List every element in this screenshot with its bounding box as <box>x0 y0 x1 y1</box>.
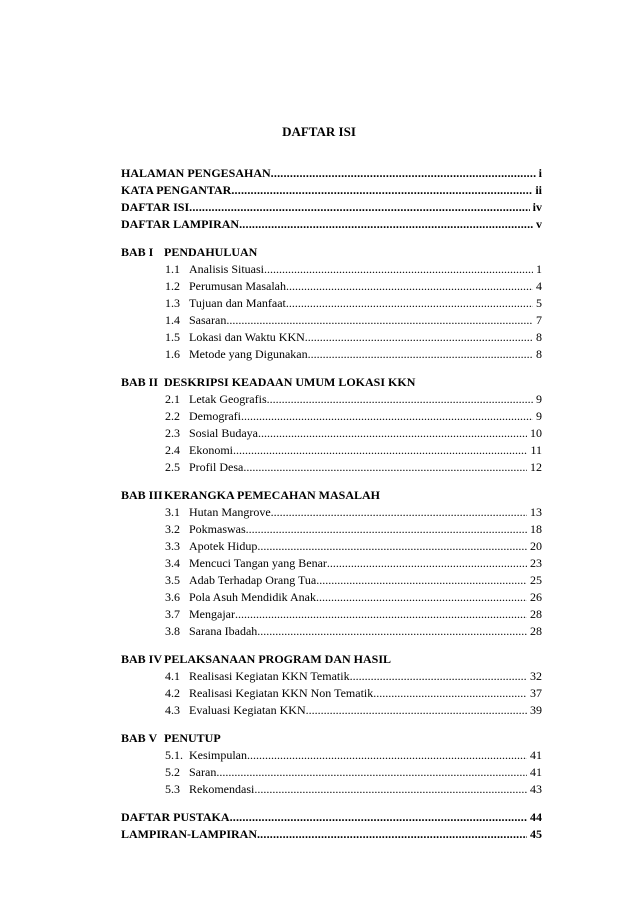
toc-sub-entry <box>165 538 542 554</box>
dot-leader <box>267 391 533 407</box>
chapter-title: KERANGKA PEMECAHAN MASALAH <box>164 488 381 502</box>
toc-entry-label: Kesimpulan <box>189 748 247 762</box>
toc-sub-entry <box>165 391 542 407</box>
toc-entry-page: 12 <box>530 460 542 474</box>
toc-entry-page: 26 <box>530 590 542 604</box>
toc-entry-label: Pola Asuh Mendidik Anak <box>189 590 317 604</box>
toc-sub-entry <box>165 329 542 345</box>
chapter-heading <box>121 244 257 260</box>
toc-entry-label: Apotek Hidup <box>189 539 258 553</box>
section-number: 1.1 <box>165 262 180 276</box>
toc-entry-page: 39 <box>530 703 542 717</box>
section-number: 5.1. <box>165 748 183 762</box>
toc-entry-label: Pokmaswas <box>189 522 246 536</box>
chapter-code: BAB I <box>121 245 154 259</box>
section-number: 5.3 <box>165 782 180 796</box>
toc-sub-entry <box>165 442 542 458</box>
section-number: 4.3 <box>165 703 180 717</box>
chapter-title: PENUTUP <box>164 731 221 745</box>
toc-front-entry <box>121 165 542 181</box>
toc-entry-label: Demografi <box>189 409 241 423</box>
toc-entry-label: Hutan Mangrove <box>189 505 271 519</box>
dot-leader <box>257 826 527 842</box>
section-number: 2.2 <box>165 409 180 423</box>
toc-entry-page: i <box>538 166 542 180</box>
dot-leader <box>286 278 533 294</box>
toc-sub-entry <box>165 572 542 588</box>
section-number: 2.4 <box>165 443 180 457</box>
section-number: 3.8 <box>165 624 180 638</box>
section-number: 1.6 <box>165 347 180 361</box>
toc-entry-label: HALAMAN PENGESAHAN <box>121 166 271 180</box>
section-number: 2.5 <box>165 460 180 474</box>
toc-entry-page: 8 <box>536 347 542 361</box>
dot-leader <box>306 702 527 718</box>
toc-entry-label: Mencuci Tangan yang Benar <box>189 556 327 570</box>
section-number: 1.5 <box>165 330 180 344</box>
dot-leader <box>216 764 527 780</box>
toc-entry-page: ii <box>535 183 542 197</box>
toc-sub-entry <box>165 312 542 328</box>
section-number: 5.2 <box>165 765 180 779</box>
toc-entry-label: Realisasi Kegiatan KKN Tematik <box>189 669 350 683</box>
dot-leader <box>226 312 533 328</box>
toc-sub-entry <box>165 504 542 520</box>
section-number: 1.3 <box>165 296 180 310</box>
dot-leader <box>316 589 527 605</box>
toc-entry-page: 4 <box>536 279 542 293</box>
toc-entry-page: 37 <box>530 686 542 700</box>
toc-entry-page: 9 <box>536 392 542 406</box>
toc-sub-entry <box>165 702 542 718</box>
toc-sub-entry <box>165 295 542 311</box>
dot-leader <box>308 346 533 362</box>
toc-sub-entry <box>165 346 542 362</box>
toc-entry-label: Sasaran <box>189 313 227 327</box>
toc-entry-label: Adab Terhadap Orang Tua <box>189 573 317 587</box>
toc-entry-page: 1 <box>536 262 542 276</box>
toc-sub-entry <box>165 747 542 763</box>
dot-leader <box>286 295 533 311</box>
chapter-heading <box>121 487 380 503</box>
toc-entry-page: 44 <box>530 810 542 824</box>
section-number: 3.1 <box>165 505 180 519</box>
chapter-code: BAB IV <box>121 652 163 666</box>
toc-entry-page: 11 <box>530 443 542 457</box>
dot-leader <box>350 668 527 684</box>
toc-front-entry <box>121 182 542 198</box>
toc-entry-label: Sosial Budaya <box>189 426 258 440</box>
chapter-code: BAB II <box>121 375 159 389</box>
dot-leader <box>258 425 527 441</box>
section-number: 2.1 <box>165 392 180 406</box>
dot-leader <box>305 329 533 345</box>
toc-entry-label: Ekonomi <box>189 443 233 457</box>
toc-front-entry <box>121 216 542 232</box>
section-number: 3.2 <box>165 522 180 536</box>
dot-leader <box>254 781 527 797</box>
dot-leader <box>241 408 533 424</box>
toc-entry-label: LAMPIRAN-LAMPIRAN <box>121 827 257 841</box>
toc-entry-label: Evaluasi Kegiatan KKN <box>189 703 306 717</box>
dot-leader <box>189 199 530 215</box>
chapter-code: BAB III <box>121 488 163 502</box>
page-title: DAFTAR ISI <box>282 124 356 139</box>
toc-back-entry <box>121 809 542 825</box>
chapter-heading <box>121 730 221 746</box>
toc-entry-label: Realisasi Kegiatan KKN Non Tematik <box>189 686 374 700</box>
section-number: 3.3 <box>165 539 180 553</box>
chapter-title: PELAKSANAAN PROGRAM DAN HASIL <box>164 652 392 666</box>
toc-entry-label: DAFTAR LAMPIRAN <box>121 217 240 231</box>
dot-leader <box>231 182 532 198</box>
dot-leader <box>373 685 527 701</box>
dot-leader <box>271 504 527 520</box>
toc-entry-page: 45 <box>530 827 542 841</box>
toc-sub-entry <box>165 425 542 441</box>
toc-entry-label: Letak Geografis <box>189 392 267 406</box>
toc-entry-label: Saran <box>189 765 217 779</box>
dot-leader <box>264 261 533 277</box>
toc-entry-page: 7 <box>536 313 542 327</box>
dot-leader <box>235 606 527 622</box>
toc-entry-page: 43 <box>530 782 542 796</box>
dot-leader <box>327 555 527 571</box>
toc-entry-page: 18 <box>530 522 542 536</box>
toc-sub-entry <box>165 764 542 780</box>
toc-entry-label: Mengajar <box>189 607 235 621</box>
toc-sub-entry <box>165 589 542 605</box>
section-number: 1.2 <box>165 279 180 293</box>
section-number: 2.3 <box>165 426 180 440</box>
dot-leader <box>243 459 527 475</box>
dot-leader <box>257 623 527 639</box>
toc-entry-page: 13 <box>530 505 542 519</box>
section-number: 4.2 <box>165 686 180 700</box>
chapter-code: BAB V <box>121 731 158 745</box>
toc-entry-label: Sarana Ibadah <box>189 624 258 638</box>
toc-sub-entry <box>165 606 542 622</box>
toc-entry-label: Analisis Situasi <box>189 262 265 276</box>
dot-leader <box>230 809 527 825</box>
toc-entry-label: DAFTAR PUSTAKA <box>121 810 230 824</box>
toc-entry-label: Rekomendasi <box>189 782 255 796</box>
toc-entry-label: Profil Desa <box>189 460 244 474</box>
toc-entry-page: 41 <box>530 765 542 779</box>
toc-entry-page: 8 <box>536 330 542 344</box>
toc-entry-page: iv <box>532 200 542 214</box>
toc-entry-page: v <box>536 217 542 231</box>
toc-entry-page: 20 <box>530 539 542 553</box>
toc-entry-label: KATA PENGANTAR <box>121 183 232 197</box>
chapter-heading <box>121 651 391 667</box>
toc-sub-entry <box>165 781 542 797</box>
dot-leader <box>316 572 527 588</box>
toc-entry-page: 23 <box>530 556 542 570</box>
toc-sub-entry <box>165 261 542 277</box>
section-number: 3.7 <box>165 607 180 621</box>
chapter-heading <box>121 374 415 390</box>
section-number: 3.4 <box>165 556 180 570</box>
toc-sub-entry <box>165 685 542 701</box>
toc-entry-page: 32 <box>530 669 542 683</box>
toc-sub-entry <box>165 459 542 475</box>
toc-entry-label: Lokasi dan Waktu KKN <box>189 330 305 344</box>
section-number: 1.4 <box>165 313 180 327</box>
toc-entry-label: Tujuan dan Manfaat <box>189 296 286 310</box>
toc-entry-page: 5 <box>536 296 542 310</box>
section-number: 4.1 <box>165 669 180 683</box>
dot-leader <box>246 521 527 537</box>
toc-entry-page: 10 <box>530 426 542 440</box>
section-number: 3.5 <box>165 573 180 587</box>
toc-back-entry <box>121 826 542 842</box>
toc-sub-entry <box>165 623 542 639</box>
toc-sub-entry <box>165 521 542 537</box>
toc-entry-page: 28 <box>530 624 542 638</box>
toc-sub-entry <box>165 408 542 424</box>
dot-leader <box>247 747 527 763</box>
toc-sub-entry <box>165 278 542 294</box>
toc-entry-label: DAFTAR ISI <box>121 200 190 214</box>
toc-sub-entry <box>165 668 542 684</box>
toc-entry-page: 9 <box>536 409 542 423</box>
toc-entry-label: Metode yang Digunakan <box>189 347 308 361</box>
toc-entry-page: 25 <box>530 573 542 587</box>
section-number: 3.6 <box>165 590 180 604</box>
chapter-title: DESKRIPSI KEADAAN UMUM LOKASI KKN <box>164 375 416 389</box>
dot-leader <box>257 538 527 554</box>
dot-leader <box>239 216 533 232</box>
toc-front-entry <box>121 199 542 215</box>
toc-entry-page: 41 <box>530 748 542 762</box>
dot-leader <box>233 442 527 458</box>
chapter-title: PENDAHULUAN <box>164 245 258 259</box>
dot-leader <box>271 165 536 181</box>
toc-entry-page: 28 <box>530 607 542 621</box>
toc-sub-entry <box>165 555 542 571</box>
toc-entry-label: Perumusan Masalah <box>189 279 286 293</box>
